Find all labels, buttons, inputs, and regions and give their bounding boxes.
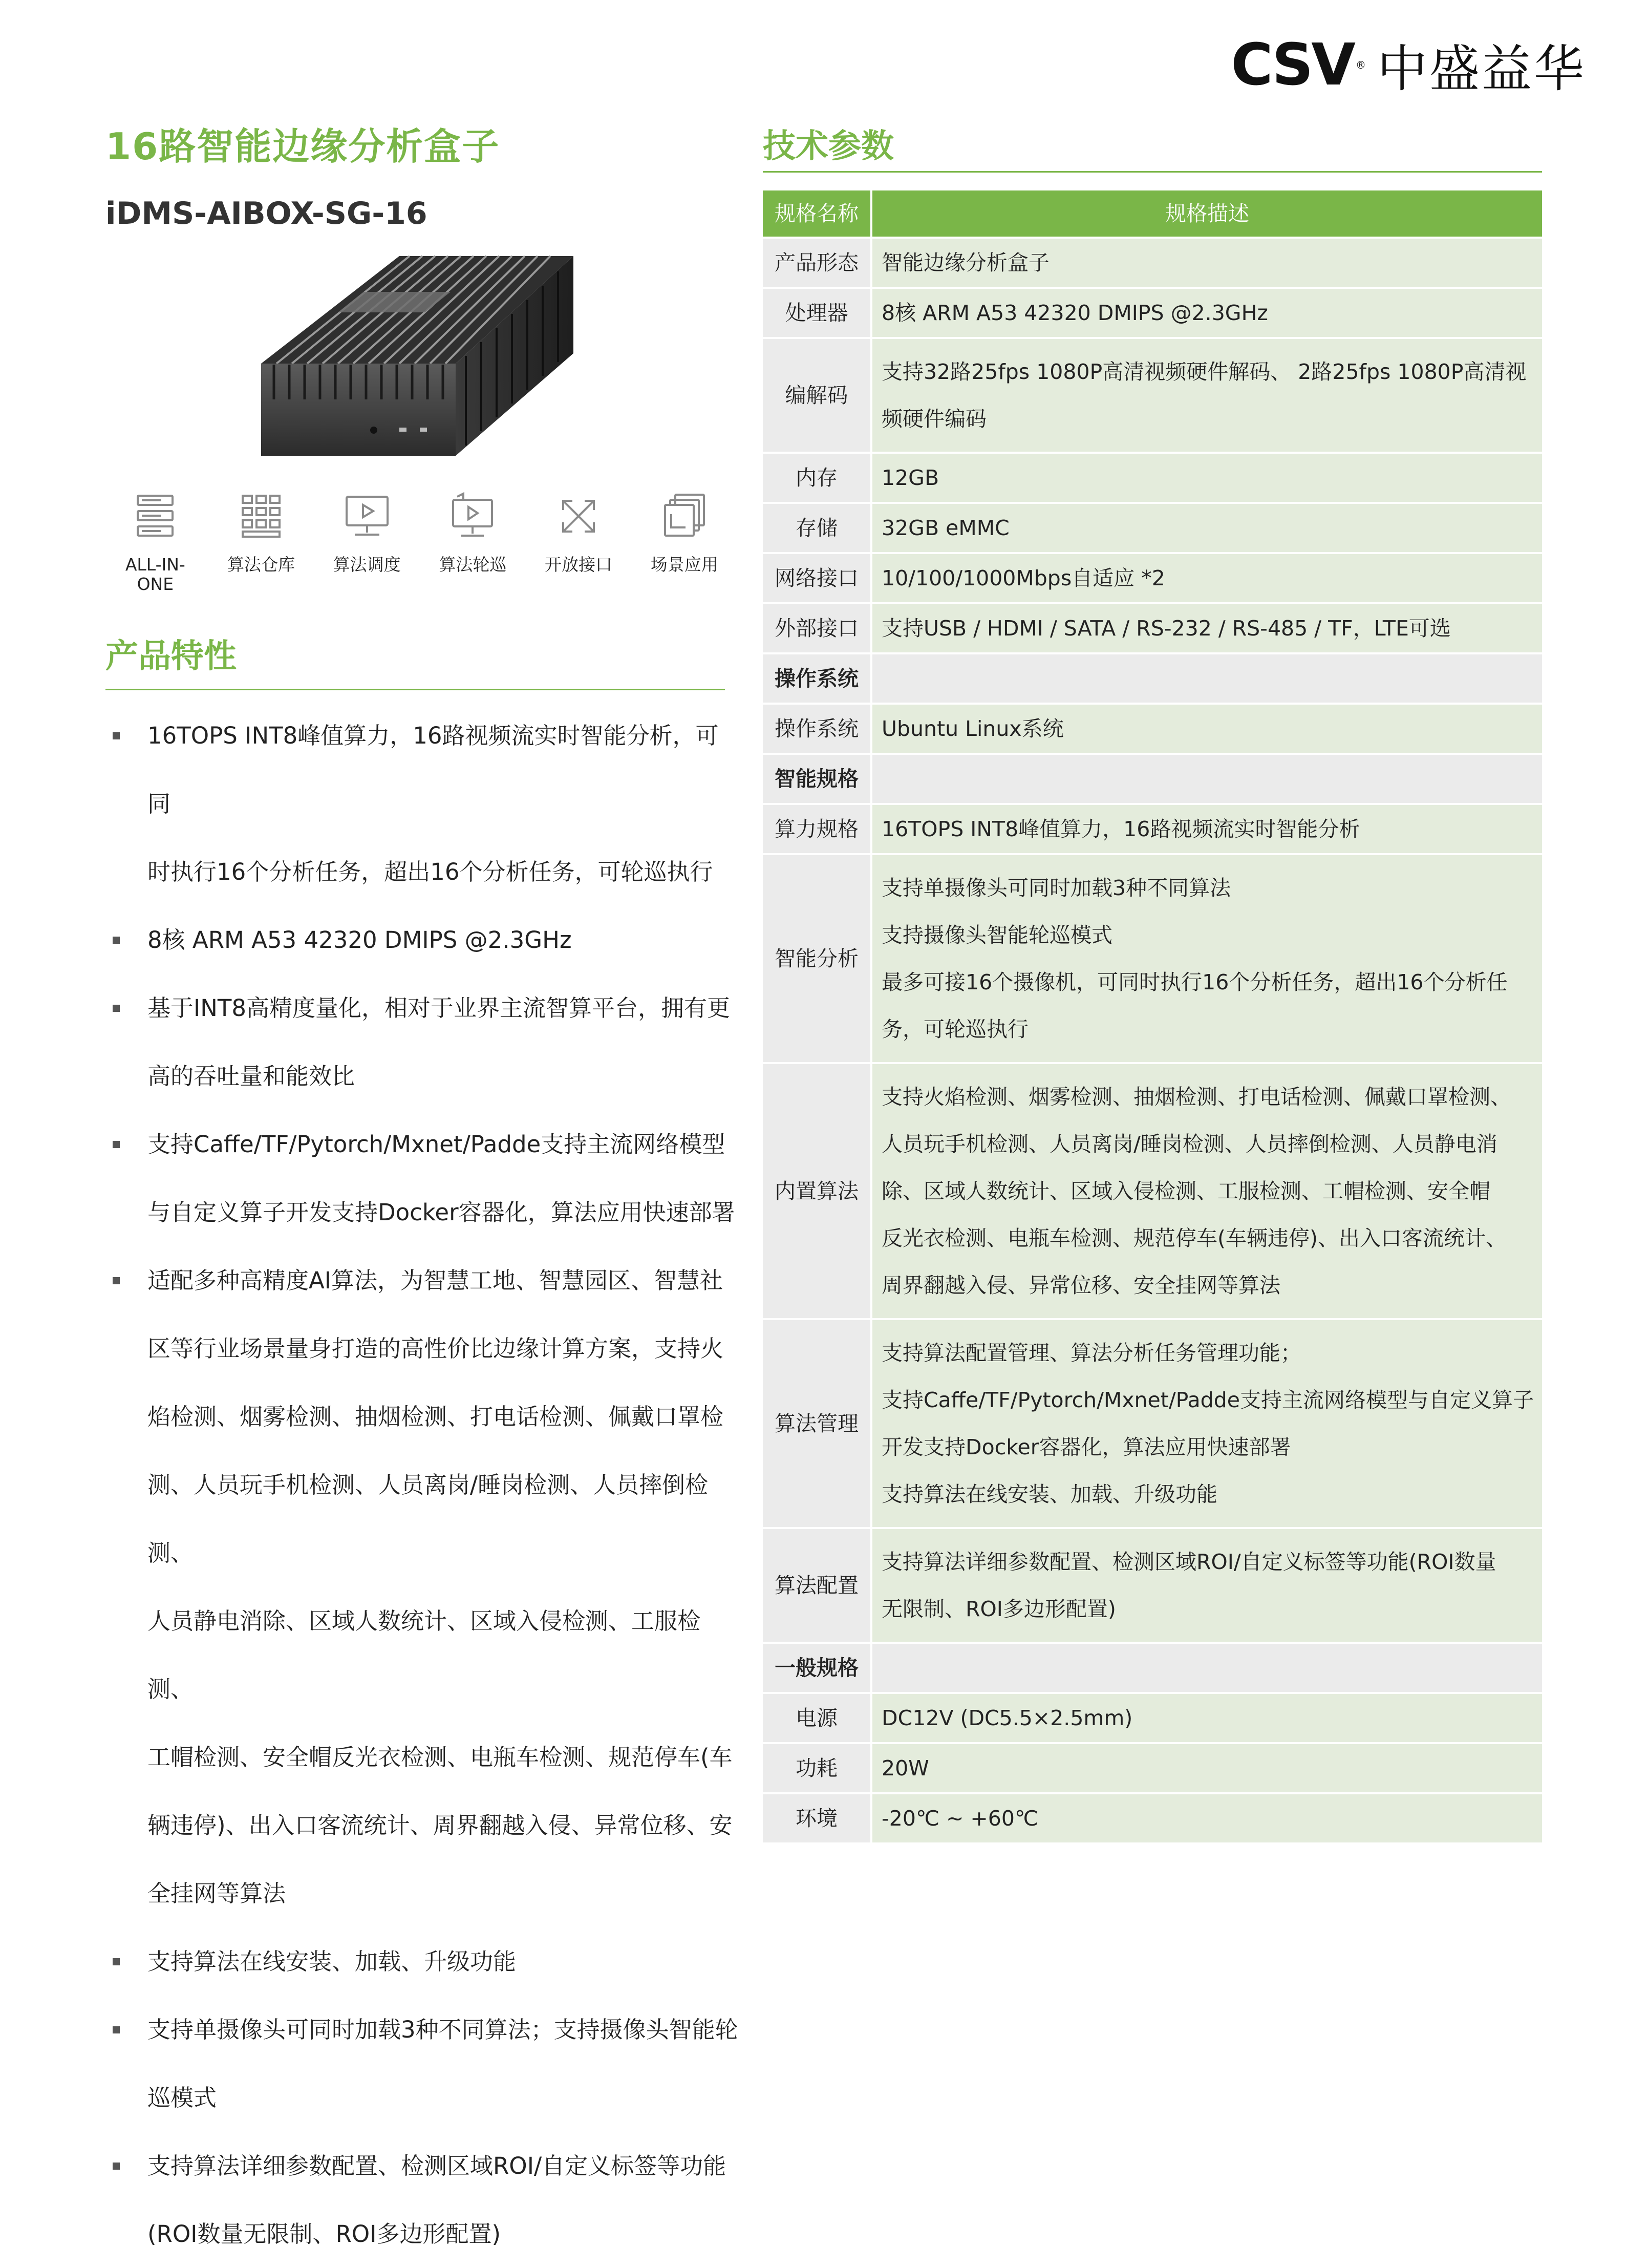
spec-table: [763, 190, 1542, 1845]
feature-algorithm-schedule: [314, 492, 420, 594]
list-item: 适配多种高精度AI算法，为智慧工地、智慧园区、智慧社 区等行业场景量身打造的高性价比边缘计算方案，支持火 焰检测、烟雾检测、抽烟检测、打电话检测、佩戴口罩检 测、人员玩手机检测、人员离岗/睡岗检测、人员摔倒检测、 人员静电消除、区域人数统计、区域入侵检测、工服检测、 工帽检测、安全帽反光衣检测、电瓶车检测、规范停车(车 辆违停)、出入口客流统计、周界翻越入侵、异常位移、安 全挂网等算法: [105, 1246, 740, 1927]
spec-name: 算法管理: [763, 1319, 871, 1528]
spec-row: [763, 1693, 1542, 1743]
feature-label: 开放接口: [545, 555, 613, 575]
spec-group-filler: [871, 754, 1542, 804]
spec-desc-line: 支持摄像头智能轮巡模式: [882, 923, 1112, 947]
spec-name: 操作系统: [763, 704, 871, 754]
feature-algorithm-patrol: [420, 492, 526, 594]
spec-desc: [871, 503, 1542, 553]
spec-group-label: 一般规格: [763, 1643, 871, 1693]
spec-desc-line: 人员玩手机检测、人员离岗/睡岗检测、人员摔倒检测、人员静电消: [882, 1132, 1497, 1156]
expand-arrows-icon: [554, 492, 603, 541]
spec-desc: [871, 338, 1542, 453]
spec-name: 算力规格: [763, 804, 871, 854]
logo-company-name: 中盛益华: [1377, 40, 1586, 98]
spec-name: 处理器: [763, 288, 871, 338]
spec-group-row: [763, 653, 1542, 704]
spec-desc-line: 支持算法配置管理、算法分析任务管理功能；: [882, 1341, 1301, 1365]
list-item: 16TOPS INT8峰值算力，16路视频流实时智能分析，可同 时执行16个分析任务，超出16个分析任务，可轮巡执行: [105, 702, 740, 906]
spec-table-header: [763, 190, 1542, 238]
feature-open-interface: [526, 492, 632, 594]
spec-row: [763, 1063, 1542, 1319]
spec-desc-line: 开发支持Docker容器化，算法应用快速部署: [882, 1435, 1291, 1459]
spec-desc-line: 最多可接16个摄像机，可同时执行16个分析任务，超出16个分析任: [882, 970, 1508, 994]
spec-row: [763, 553, 1542, 603]
feature-icon-row: [102, 492, 737, 594]
spec-desc: [871, 603, 1542, 653]
feature-label: 算法仓库: [227, 555, 295, 575]
spec-desc: [871, 1528, 1542, 1643]
product-title: 16路智能边缘分析盒子: [105, 125, 500, 168]
feature-label: 场景应用: [650, 555, 718, 575]
spec-desc-line: 支持32路25fps 1080P高清视频硬件解码、 2路25fps 1080P高清视: [882, 359, 1527, 384]
spec-desc: [871, 854, 1542, 1063]
spec-desc-line: 支持火焰检测、烟雾检测、抽烟检测、打电话检测、佩戴口罩检测、: [882, 1085, 1511, 1109]
spec-row: [763, 288, 1542, 338]
spec-row: [763, 453, 1542, 503]
spec-row: [763, 1793, 1542, 1843]
feature-all-in-one: [102, 492, 208, 594]
list-item: 基于INT8高精度量化，相对于业界主流智算平台，拥有更 高的吞吐量和能效比: [105, 974, 740, 1110]
spec-name: 存储: [763, 503, 871, 553]
spec-row: [763, 1743, 1542, 1793]
spec-desc: [871, 453, 1542, 503]
logo-mark: CSV: [1231, 31, 1354, 98]
product-model: iDMS-AIBOX-SG-16: [105, 196, 427, 231]
server-stack-icon: [131, 492, 180, 541]
spec-name: 编解码: [763, 338, 871, 453]
spec-desc-line: -20℃ ~ +60℃: [882, 1806, 1038, 1831]
algorithm-grid-icon: [237, 492, 286, 541]
spec-group-label: 操作系统: [763, 653, 871, 704]
spec-desc-line: Ubuntu Linux系统: [882, 716, 1064, 741]
spec-row: [763, 603, 1542, 653]
spec-desc: [871, 1693, 1542, 1743]
feature-label: 算法轮巡: [439, 555, 507, 575]
features-divider: [105, 689, 725, 690]
spec-name: 网络接口: [763, 553, 871, 603]
spec-desc: [871, 804, 1542, 854]
product-image: [246, 251, 594, 476]
spec-desc-line: 反光衣检测、电瓶车检测、规范停车(车辆违停)、出入口客流统计、: [882, 1226, 1507, 1250]
spec-row: [763, 238, 1542, 288]
specs-heading: 技术参数: [763, 128, 894, 165]
feature-list: [105, 702, 740, 2268]
spec-name: 内置算法: [763, 1063, 871, 1319]
spec-name: 环境: [763, 1793, 871, 1843]
spec-group-row: [763, 1643, 1542, 1693]
spec-name: 算法配置: [763, 1528, 871, 1643]
spec-desc-line: 频硬件编码: [882, 407, 987, 431]
list-item: 8核 ARM A53 42320 DMIPS @2.3GHz: [105, 906, 740, 974]
spec-desc: [871, 1319, 1542, 1528]
list-item: 支持单摄像头可同时加载3种不同算法；支持摄像头智能轮 巡模式: [105, 1996, 740, 2132]
spec-desc-line: 周界翻越入侵、异常位移、安全挂网等算法: [882, 1273, 1280, 1298]
list-item: 支持算法在线安装、加载、升级功能: [105, 1927, 740, 1996]
feature-algorithm-store: [208, 492, 314, 594]
spec-name: 功耗: [763, 1743, 871, 1793]
spec-group-filler: [871, 1643, 1542, 1693]
spec-desc: [871, 238, 1542, 288]
list-item: 支持算法详细参数配置、检测区域ROI/自定义标签等功能 (ROI数量无限制、ROI多边形配置): [105, 2132, 740, 2268]
spec-row: [763, 704, 1542, 754]
header-spec-name: 规格名称: [763, 190, 871, 238]
spec-desc: [871, 288, 1542, 338]
spec-desc-line: 支持算法详细参数配置、检测区域ROI/自定义标签等功能(ROI数量: [882, 1550, 1496, 1574]
feature-label: ALL-IN-ONE: [125, 555, 185, 594]
specs-divider: [763, 171, 1542, 173]
spec-desc-line: 8核 ARM A53 42320 DMIPS @2.3GHz: [882, 301, 1268, 325]
list-item: 支持Caffe/TF/Pytorch/Mxnet/Padde支持主流网络模型 与自定义算子开发支持Docker容器化，算法应用快速部署: [105, 1110, 740, 1246]
monitor-cycle-icon: [448, 492, 497, 541]
spec-desc: [871, 1743, 1542, 1793]
spec-desc-line: 32GB eMMC: [882, 516, 1010, 540]
spec-desc-line: 支持算法在线安装、加载、升级功能: [882, 1482, 1217, 1507]
spec-name: 电源: [763, 1693, 871, 1743]
company-logo: [1231, 29, 1586, 101]
spec-desc: [871, 553, 1542, 603]
features-heading: 产品特性: [105, 638, 237, 675]
spec-row: [763, 338, 1542, 453]
feature-label: 算法调度: [333, 555, 401, 575]
spec-desc: [871, 1063, 1542, 1319]
spec-row: [763, 854, 1542, 1063]
spec-desc-line: 支持Caffe/TF/Pytorch/Mxnet/Padde支持主流网络模型与自定义算子: [882, 1388, 1534, 1412]
spec-name: 智能分析: [763, 854, 871, 1063]
spec-row: [763, 804, 1542, 854]
spec-group-row: [763, 754, 1542, 804]
spec-row: [763, 503, 1542, 553]
logo-registered: ®: [1355, 58, 1366, 71]
spec-desc-line: 智能边缘分析盒子: [882, 250, 1050, 275]
spec-desc-line: DC12V (DC5.5×2.5mm): [882, 1706, 1133, 1730]
header-spec-desc: 规格描述: [871, 190, 1542, 238]
feature-scene-application: [631, 492, 737, 594]
spec-desc-line: 无限制、ROI多边形配置): [882, 1597, 1116, 1621]
spec-desc-line: 10/100/1000Mbps自适应 *2: [882, 566, 1165, 590]
spec-row: [763, 1528, 1542, 1643]
stacked-screens-icon: [660, 492, 709, 541]
spec-desc: [871, 704, 1542, 754]
monitor-play-icon: [342, 492, 392, 541]
spec-desc-line: 20W: [882, 1756, 929, 1781]
spec-group-filler: [871, 653, 1542, 704]
spec-name: 内存: [763, 453, 871, 503]
spec-desc-line: 务，可轮巡执行: [882, 1017, 1029, 1042]
spec-group-label: 智能规格: [763, 754, 871, 804]
spec-desc-line: 除、区域人数统计、区域入侵检测、工服检测、工帽检测、安全帽: [882, 1179, 1490, 1203]
spec-row: [763, 1319, 1542, 1528]
spec-desc-line: 支持USB / HDMI / SATA / RS-232 / RS-485 / TF，LTE可选: [882, 616, 1451, 641]
spec-name: 产品形态: [763, 238, 871, 288]
spec-desc-line: 16TOPS INT8峰值算力，16路视频流实时智能分析: [882, 817, 1360, 841]
spec-desc-line: 12GB: [882, 465, 939, 490]
spec-desc-line: 支持单摄像头可同时加载3种不同算法: [882, 876, 1231, 900]
spec-desc: [871, 1793, 1542, 1843]
spec-name: 外部接口: [763, 603, 871, 653]
